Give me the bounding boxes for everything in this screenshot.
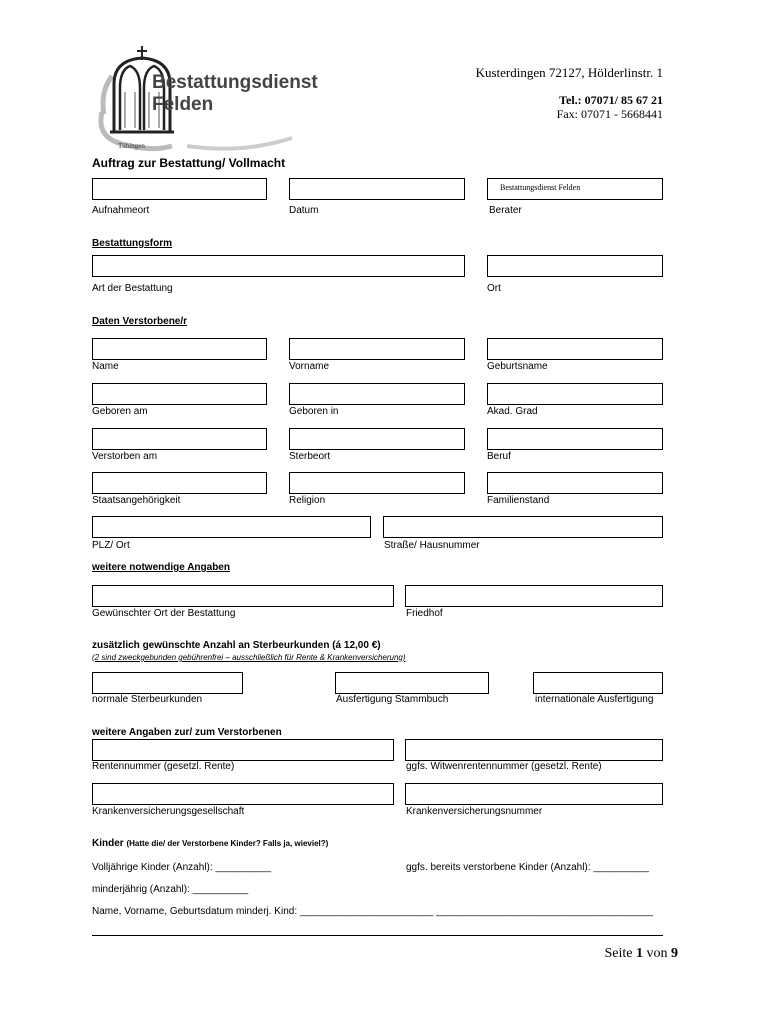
normale-sterbeurkunden-input[interactable]	[92, 672, 243, 694]
berater-value: Bestattungsdienst Felden	[500, 183, 581, 192]
page-von: von	[646, 946, 668, 961]
vorname-input[interactable]	[289, 338, 465, 360]
company-logo	[92, 42, 318, 154]
religion-input[interactable]	[289, 472, 465, 494]
ort-bestattung-input[interactable]	[92, 585, 394, 607]
beruf-input[interactable]	[487, 428, 663, 450]
company-phone: Tel.: 07071/ 85 67 21	[559, 93, 663, 107]
geboren-am-label: Geboren am	[92, 406, 148, 417]
ort-bestattung-label: Gewünschter Ort der Bestattung	[92, 608, 236, 619]
ort-input[interactable]	[487, 255, 663, 277]
page-seite: Seite	[604, 946, 633, 961]
geboren-am-input[interactable]	[92, 383, 267, 405]
international-input[interactable]	[533, 672, 663, 694]
aufnahmeort-input[interactable]	[92, 178, 267, 200]
berater-input[interactable]	[487, 178, 663, 200]
kv-nummer-label: Krankenversicherungsnummer	[406, 806, 543, 817]
akad-grad-input[interactable]	[487, 383, 663, 405]
vorname-label: Vorname	[289, 361, 330, 372]
verstorbene-heading: Daten Verstorbene/r	[92, 316, 188, 327]
page-current: 1	[636, 946, 643, 961]
witwenrente-input[interactable]	[405, 739, 663, 761]
name-label: Name	[92, 361, 119, 372]
sterbeurkunden-heading: zusätzlich gewünschte Anzahl an Sterbeurkunden (á 12,00 €)	[92, 640, 381, 651]
rentennummer-input[interactable]	[92, 739, 394, 761]
angaben-heading: weitere Angaben zur/ zum Verstorbenen	[92, 727, 282, 738]
rentennummer-label: Rentennummer (gesetzl. Rente)	[92, 761, 235, 772]
aufnahmeort-label: Aufnahmeort	[92, 205, 150, 216]
stammbuch-label: Ausfertigung Stammbuch	[336, 694, 449, 705]
form-title: Auftrag zur Bestattung/ Vollmacht	[92, 156, 286, 170]
weitere-heading: weitere notwendige Angaben	[92, 562, 230, 573]
minderjaehrig-field[interactable]: minderjährig (Anzahl): __________	[92, 884, 249, 895]
sterbeurkunden-note: (2 sind zweckgebunden gebührenfrei – ausschließlich für Rente & Krankenversicherung)	[92, 653, 406, 662]
company-address: Kusterdingen 72127, Hölderlinstr. 1	[475, 65, 663, 80]
strasse-label: Straße/ Hausnummer	[384, 540, 480, 551]
akad-grad-label: Akad. Grad	[487, 406, 538, 417]
witwenrente-label: ggfs. Witwenrentennummer (gesetzl. Rente)	[406, 761, 602, 772]
kinder-question: (Hatte die/ der Verstorbene Kinder? Falls ja, wieviel?)	[126, 839, 329, 848]
strasse-input[interactable]	[383, 516, 663, 538]
verstorben-am-label: Verstorben am	[92, 451, 158, 462]
logo-place: Tübingen	[118, 142, 145, 150]
stammbuch-input[interactable]	[335, 672, 489, 694]
verstorben-am-input[interactable]	[92, 428, 267, 450]
normale-sterbeurkunden-label: normale Sterbeurkunden	[92, 694, 203, 705]
blank-line[interactable]	[92, 935, 663, 936]
staatsangehoerigkeit-input[interactable]	[92, 472, 267, 494]
geboren-in-input[interactable]	[289, 383, 465, 405]
friedhof-input[interactable]	[405, 585, 663, 607]
international-label: internationale Ausfertigung	[535, 694, 654, 705]
art-bestattung-input[interactable]	[92, 255, 465, 277]
volljaehrig-field[interactable]: Volljährige Kinder (Anzahl): __________	[92, 862, 272, 873]
geburtsname-input[interactable]	[487, 338, 663, 360]
beruf-label: Beruf	[487, 451, 511, 462]
name-input[interactable]	[92, 338, 267, 360]
sterbeort-label: Sterbeort	[289, 451, 331, 462]
religion-label: Religion	[289, 495, 326, 506]
logo-name-line1: Bestattungsdienst	[152, 72, 318, 93]
sterbeort-input[interactable]	[289, 428, 465, 450]
kind-namen-field[interactable]: Name, Vorname, Geburtsdatum minderj. Kind: ________________________ _______________________________________	[92, 906, 654, 917]
friedhof-label: Friedhof	[406, 608, 443, 619]
verstorbene-kinder-field[interactable]: ggfs. bereits verstorbene Kinder (Anzahl): __________	[406, 862, 649, 873]
datum-label: Datum	[289, 205, 319, 216]
staatsangehoerigkeit-label: Staatsangehörigkeit	[92, 495, 181, 506]
page-number	[605, 946, 679, 962]
datum-input[interactable]	[289, 178, 465, 200]
plz-ort-label: PLZ/ Ort	[92, 540, 130, 551]
plz-ort-input[interactable]	[92, 516, 371, 538]
page-total: 9	[671, 946, 678, 961]
bestattungsform-heading: Bestattungsform	[92, 238, 173, 249]
kinder-title: Kinder	[92, 838, 124, 849]
familienstand-input[interactable]	[487, 472, 663, 494]
kinder-heading	[92, 838, 328, 849]
berater-label: Berater	[489, 205, 522, 216]
art-bestattung-label: Art der Bestattung	[92, 283, 173, 294]
company-fax: Fax: 07071 - 5668441	[556, 107, 663, 121]
geburtsname-label: Geburtsname	[487, 361, 548, 372]
familienstand-label: Familienstand	[487, 495, 550, 506]
ort-label: Ort	[487, 283, 501, 294]
logo-name-line2: Felden	[152, 94, 214, 115]
kasse-label: Krankenversicherungsgesellschaft	[92, 806, 245, 817]
kasse-input[interactable]	[92, 783, 394, 805]
geboren-in-label: Geboren in	[289, 406, 339, 417]
kv-nummer-input[interactable]	[405, 783, 663, 805]
